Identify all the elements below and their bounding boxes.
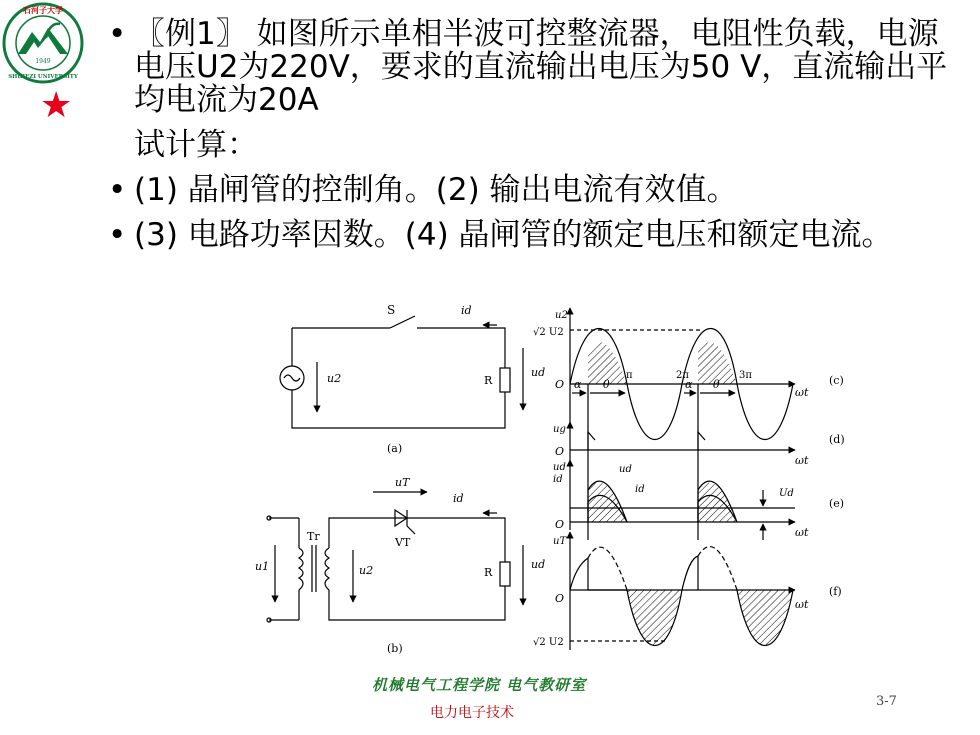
label-ud-a: ud	[531, 366, 546, 379]
paragraph-problem	[108, 18, 968, 117]
label-id-b: id	[453, 492, 464, 505]
label-ud-avg: Ud	[779, 488, 794, 499]
calc-prompt: 试计算：	[134, 127, 258, 163]
label-pi: π	[626, 370, 633, 381]
circuit-a	[280, 316, 523, 428]
logo-bottom-text: SHIHEZI UNIVERSITY	[8, 74, 78, 80]
caption-e: (e)	[829, 497, 845, 510]
label-ut-f: uT	[553, 536, 567, 547]
label-theta-2: θ	[713, 378, 720, 391]
caption-a: (a)	[387, 442, 403, 455]
label-vt: VT	[395, 536, 411, 549]
bullet: •	[108, 217, 127, 253]
label-theta-1: θ	[603, 378, 610, 391]
slide-text	[108, 18, 968, 264]
label-wt-c: ωt	[795, 386, 809, 399]
footer-course: 电力电子技术	[430, 705, 514, 721]
label-id-e-axis: id	[553, 474, 563, 485]
label-wt-f: ωt	[795, 598, 809, 611]
label-alpha-2: α	[685, 378, 693, 391]
circuit-b	[267, 492, 523, 622]
label-peak-c: √2 U2	[533, 327, 564, 338]
paragraph-q12	[108, 174, 968, 207]
label-u2-b: u2	[359, 564, 374, 577]
label-r-a: R	[484, 374, 493, 387]
label-u2-c: u2	[555, 310, 568, 321]
label-ud-curve: ud	[619, 464, 632, 475]
label-alpha-1: α	[574, 378, 582, 391]
bullet: •	[108, 16, 127, 52]
paragraph-q34	[108, 219, 968, 252]
label-ud-e-axis: ud	[553, 462, 566, 473]
label-3pi: 3π	[739, 370, 752, 381]
label-origin-f: O	[555, 592, 565, 605]
label-id-curve: id	[635, 484, 645, 495]
bullet: •	[108, 172, 127, 208]
caption-d: (d)	[829, 433, 845, 446]
problem-statement: 〖例1〗 如图所示单相半波可控整流器，电阻性负载，电源电压U2为220V，要求的直流输出电压为50 V，直流输出平均电流为20A	[134, 16, 948, 118]
label-wt-e: ωt	[795, 526, 809, 539]
label-origin-d: O	[555, 445, 565, 458]
label-u2-a: u2	[327, 372, 342, 385]
label-ug: ug	[553, 424, 566, 435]
label-r-b: R	[484, 566, 493, 579]
questions-1-2: (1) 晶闸管的控制角。(2) 输出电流有效值。	[134, 172, 738, 208]
questions-3-4: (3) 电路功率因数。(4) 晶闸管的额定电压和额定电流。	[134, 217, 893, 253]
caption-f: (f)	[829, 585, 842, 598]
logo-year: 1949	[35, 58, 51, 65]
paragraph-calc	[108, 129, 968, 162]
rectifier-diagram	[255, 300, 875, 675]
caption-c: (c)	[829, 374, 844, 387]
label-tr: Tr	[307, 530, 320, 543]
logo-top-text: 石河子大学	[23, 5, 63, 15]
waveforms	[570, 308, 795, 650]
label-switch: S	[387, 303, 396, 317]
footer-school: 机械电气工程学院 电气教研室	[372, 676, 587, 694]
label-origin-e: O	[555, 518, 565, 531]
university-logo	[2, 2, 84, 84]
label-origin-c: O	[555, 378, 565, 391]
label-ut-b: uT	[395, 476, 410, 489]
page-number: 3-7	[876, 694, 897, 709]
label-2pi: 2π	[676, 370, 689, 381]
label-neg-peak: √2 U2	[533, 637, 564, 648]
label-wt-d: ωt	[795, 454, 809, 467]
label-u1: u1	[255, 560, 270, 573]
caption-b: (b)	[387, 642, 403, 655]
label-id-a: id	[461, 304, 472, 317]
label-ud-b: ud	[531, 558, 546, 571]
red-star-icon: ★	[40, 85, 73, 126]
